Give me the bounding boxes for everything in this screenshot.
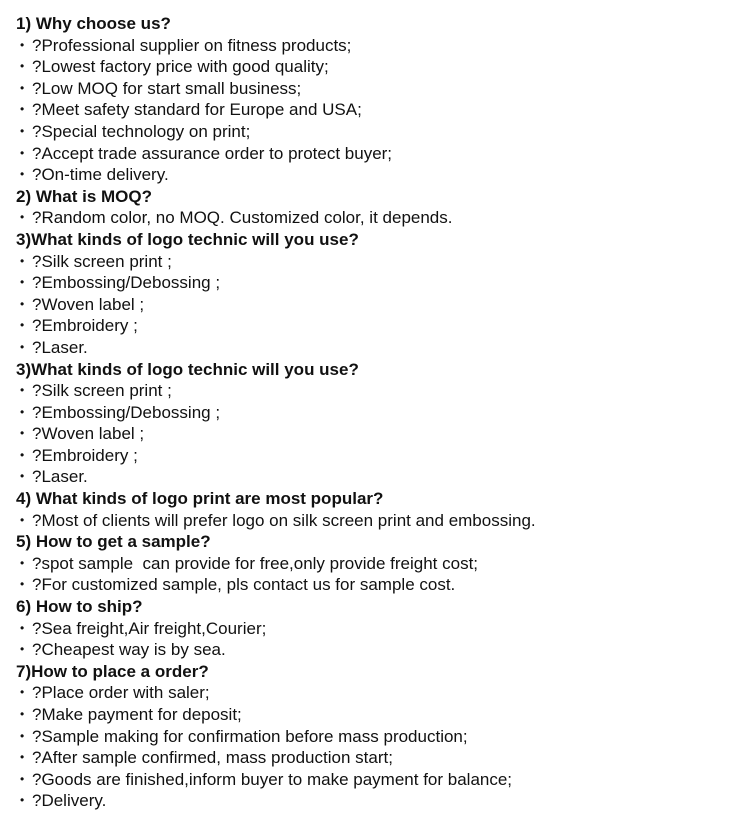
list-item-text: ?Cheapest way is by sea. xyxy=(32,640,226,660)
bullet-icon: • xyxy=(20,167,25,182)
list-item xyxy=(16,747,742,769)
list-item-text: ?Random color, no MOQ. Customized color, it depends. xyxy=(32,208,453,228)
section-heading: 3)What kinds of logo technic will you use? xyxy=(16,359,359,379)
list-item-text: ?Most of clients will prefer logo on silk screen print and embossing. xyxy=(32,510,536,530)
bullet-icon: • xyxy=(20,771,25,786)
faq-document xyxy=(16,13,742,812)
bullet-icon: • xyxy=(20,383,25,398)
list-item-text: ?Meet safety standard for Europe and USA; xyxy=(32,100,362,120)
bullet-icon: • xyxy=(20,253,25,268)
list-item-text: ?Place order with saler; xyxy=(32,683,210,703)
list-item-text: ?Laser. xyxy=(32,337,88,357)
list-item xyxy=(16,164,742,186)
list-item-text: ?On-time delivery. xyxy=(32,165,169,185)
list-item-text: ?Embroidery ; xyxy=(32,316,138,336)
faq-section xyxy=(16,359,742,489)
bullet-icon: • xyxy=(20,318,25,333)
bullet-icon: • xyxy=(20,426,25,441)
list-item-text: ?spot sample can provide for free,only provide freight cost; xyxy=(32,553,479,573)
list-item xyxy=(16,315,742,337)
list-item xyxy=(16,553,742,575)
bullet-icon: • xyxy=(20,102,25,117)
bullet-icon: • xyxy=(20,404,25,419)
list-item xyxy=(16,726,742,748)
list-item xyxy=(16,251,742,273)
bullet-icon: • xyxy=(20,685,25,700)
bullet-icon: • xyxy=(20,577,25,592)
list-item-text: ?Accept trade assurance order to protect buyer; xyxy=(32,143,393,163)
list-item-text: ?Delivery. xyxy=(32,791,107,811)
list-item-text: ?Laser. xyxy=(32,467,88,487)
faq-section xyxy=(16,531,742,596)
list-item-text: ?Embroidery ; xyxy=(32,445,138,465)
list-item-text: ?After sample confirmed, mass production start; xyxy=(32,748,393,768)
faq-section xyxy=(16,596,742,661)
bullet-icon: • xyxy=(20,512,25,527)
list-item xyxy=(16,574,742,596)
bullet-icon: • xyxy=(20,339,25,354)
section-heading: 6) How to ship? xyxy=(16,597,143,617)
list-item-text: ?Make payment for deposit; xyxy=(32,705,242,724)
list-item xyxy=(16,402,742,424)
list-item-text: ?Silk screen print ; xyxy=(32,381,172,401)
list-item xyxy=(16,790,742,812)
list-item xyxy=(16,143,742,165)
faq-section xyxy=(16,488,742,531)
list-item xyxy=(16,466,742,488)
list-item xyxy=(16,207,742,229)
bullet-icon: • xyxy=(20,728,25,743)
list-item-text: ?Embossing/Debossing ; xyxy=(32,273,221,293)
list-item xyxy=(16,294,742,316)
list-item xyxy=(16,423,742,445)
list-item-text: ?Woven label ; xyxy=(32,424,145,444)
faq-section xyxy=(16,186,742,229)
bullet-icon: • xyxy=(20,447,25,462)
bullet-icon: • xyxy=(20,620,25,635)
bullet-icon: • xyxy=(20,210,25,225)
bullet-icon: • xyxy=(20,80,25,95)
bullet-icon: • xyxy=(20,37,25,52)
list-item-text: ?Silk screen print ; xyxy=(32,251,172,271)
bullet-icon: • xyxy=(20,750,25,765)
list-item-text: ?Professional supplier on fitness products; xyxy=(32,35,352,55)
bullet-icon: • xyxy=(20,707,25,721)
list-item xyxy=(16,78,742,100)
bullet-icon: • xyxy=(20,642,25,657)
list-item xyxy=(16,769,742,791)
list-item-text: ?Woven label ; xyxy=(32,294,145,314)
list-item-text: ?Sea freight,Air freight,Courier; xyxy=(32,618,267,638)
list-item-text: ?Goods are finished,inform buyer to make payment for balance; xyxy=(32,769,513,789)
faq-list xyxy=(16,13,742,812)
bullet-icon: • xyxy=(20,793,25,808)
section-heading: 2) What is MOQ? xyxy=(16,186,152,206)
section-heading: 4) What kinds of logo print are most popular? xyxy=(16,489,384,509)
list-item xyxy=(16,56,742,78)
list-item xyxy=(16,445,742,467)
bullet-icon: • xyxy=(20,296,25,311)
list-item-text: ?Sample making for confirmation before mass production; xyxy=(32,726,468,746)
faq-section xyxy=(16,661,742,812)
bullet-icon: • xyxy=(20,145,25,160)
faq-section xyxy=(16,13,742,186)
section-heading: 3)What kinds of logo technic will you use? xyxy=(16,229,359,249)
bullet-icon: • xyxy=(20,123,25,138)
list-item xyxy=(16,35,742,57)
faq-section xyxy=(16,229,742,359)
list-item xyxy=(16,682,742,704)
list-item-text: ?Low MOQ for start small business; xyxy=(32,78,302,98)
list-item xyxy=(16,121,742,143)
list-item-text: ?Embossing/Debossing ; xyxy=(32,402,221,422)
list-item xyxy=(16,337,742,359)
bullet-icon: • xyxy=(20,59,25,74)
bullet-icon: • xyxy=(20,555,25,570)
section-heading: 1) Why choose us? xyxy=(16,14,171,33)
list-item xyxy=(16,99,742,121)
list-item xyxy=(16,639,742,661)
list-item xyxy=(16,380,742,402)
list-item-text: ?Special technology on print; xyxy=(32,121,251,141)
bullet-icon: • xyxy=(20,275,25,290)
list-item xyxy=(16,704,742,726)
list-item xyxy=(16,618,742,640)
bullet-icon: • xyxy=(20,469,25,484)
list-item xyxy=(16,510,742,532)
section-heading: 5) How to get a sample? xyxy=(16,532,211,552)
section-heading: 7)How to place a order? xyxy=(16,661,209,681)
list-item xyxy=(16,272,742,294)
list-item-text: ?Lowest factory price with good quality; xyxy=(32,57,329,77)
list-item-text: ?For customized sample, pls contact us for sample cost. xyxy=(32,575,456,595)
